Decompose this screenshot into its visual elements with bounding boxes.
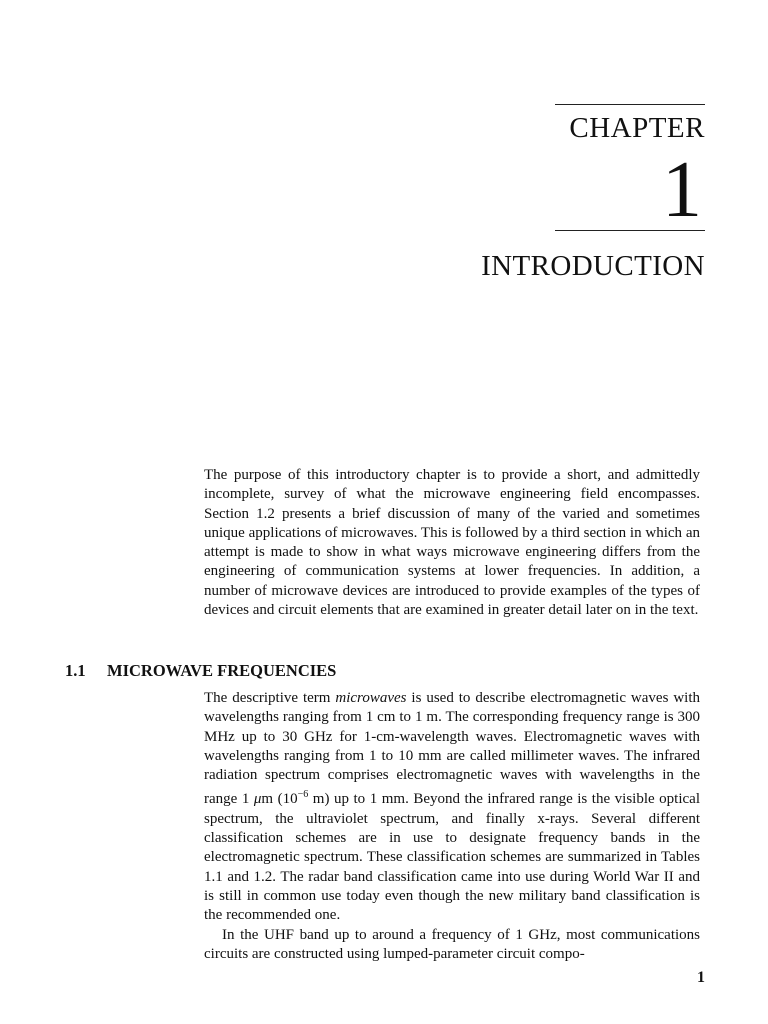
chapter-label: CHAPTER: [569, 112, 705, 144]
chapter-bottom-rule: [555, 230, 705, 231]
p1-mu-symbol: μ: [253, 791, 262, 808]
section-title: MICROWAVE FREQUENCIES: [107, 661, 337, 680]
p1-text-c: m (10: [261, 791, 298, 808]
intro-paragraph-text: The purpose of this introductory chapter is to provide a short, and admittedly incomplete, survey of what the microwave engineering field encompasses. Section 1.2 presents a brief discussion of many of the varied and sometimes unique applications of microwaves. This is followed by a third section in which an attempt is made to show in what ways microwave engineering differs from the engineering of communication systems at lower frequencies. In addition, a number of microwave devices are introduced to provide examples of the types of devices and circuit elements that are examined in greater detail later on in the text.: [204, 467, 700, 619]
intro-paragraph: [204, 466, 700, 620]
p1-text-a: The descriptive term: [204, 690, 336, 706]
page-number: 1: [697, 969, 705, 986]
chapter-number: 1: [662, 146, 702, 234]
chapter-title: INTRODUCTION: [481, 250, 705, 282]
section-paragraph-2: In the UHF band up to around a frequency of 1 GHz, most communications circuits are constructed using lumped-parameter circuit compo-: [204, 926, 700, 962]
section-paragraph-1: [204, 689, 700, 926]
section-body: [204, 689, 700, 964]
p1-italic-term: microwaves: [335, 690, 407, 706]
p1-text-b: is used to describe electromagnetic waves with wavelengths ranging from 1 cm to 1 m. The corresponding frequency range is 300 MHz up to 30 GHz for 1-cm-wavelength waves. Electromagnetic waves with wavelengths ranging from 1 to 10 mm are called millimeter waves. The infrared radiation spectrum comprises electromagnetic waves with wavelengths in the range 1: [204, 690, 700, 808]
section-number: 1.1: [65, 661, 86, 680]
chapter-top-rule: [555, 104, 705, 105]
section-heading: [65, 661, 336, 681]
p1-text-d: m) up to 1 mm. Beyond the infrared range is the visible optical spectrum, the ultraviolet spectrum, and finally x-rays. Several different classification schemes are in use to designate frequency bands in the electromagnetic spectrum. These classification schemes are summarized in Tables 1.1 and 1.2. The radar band classification came into use during World War II and is still in common use today even though the new military band classification is the recommended one.: [204, 791, 700, 924]
p1-exponent: −6: [297, 789, 309, 801]
